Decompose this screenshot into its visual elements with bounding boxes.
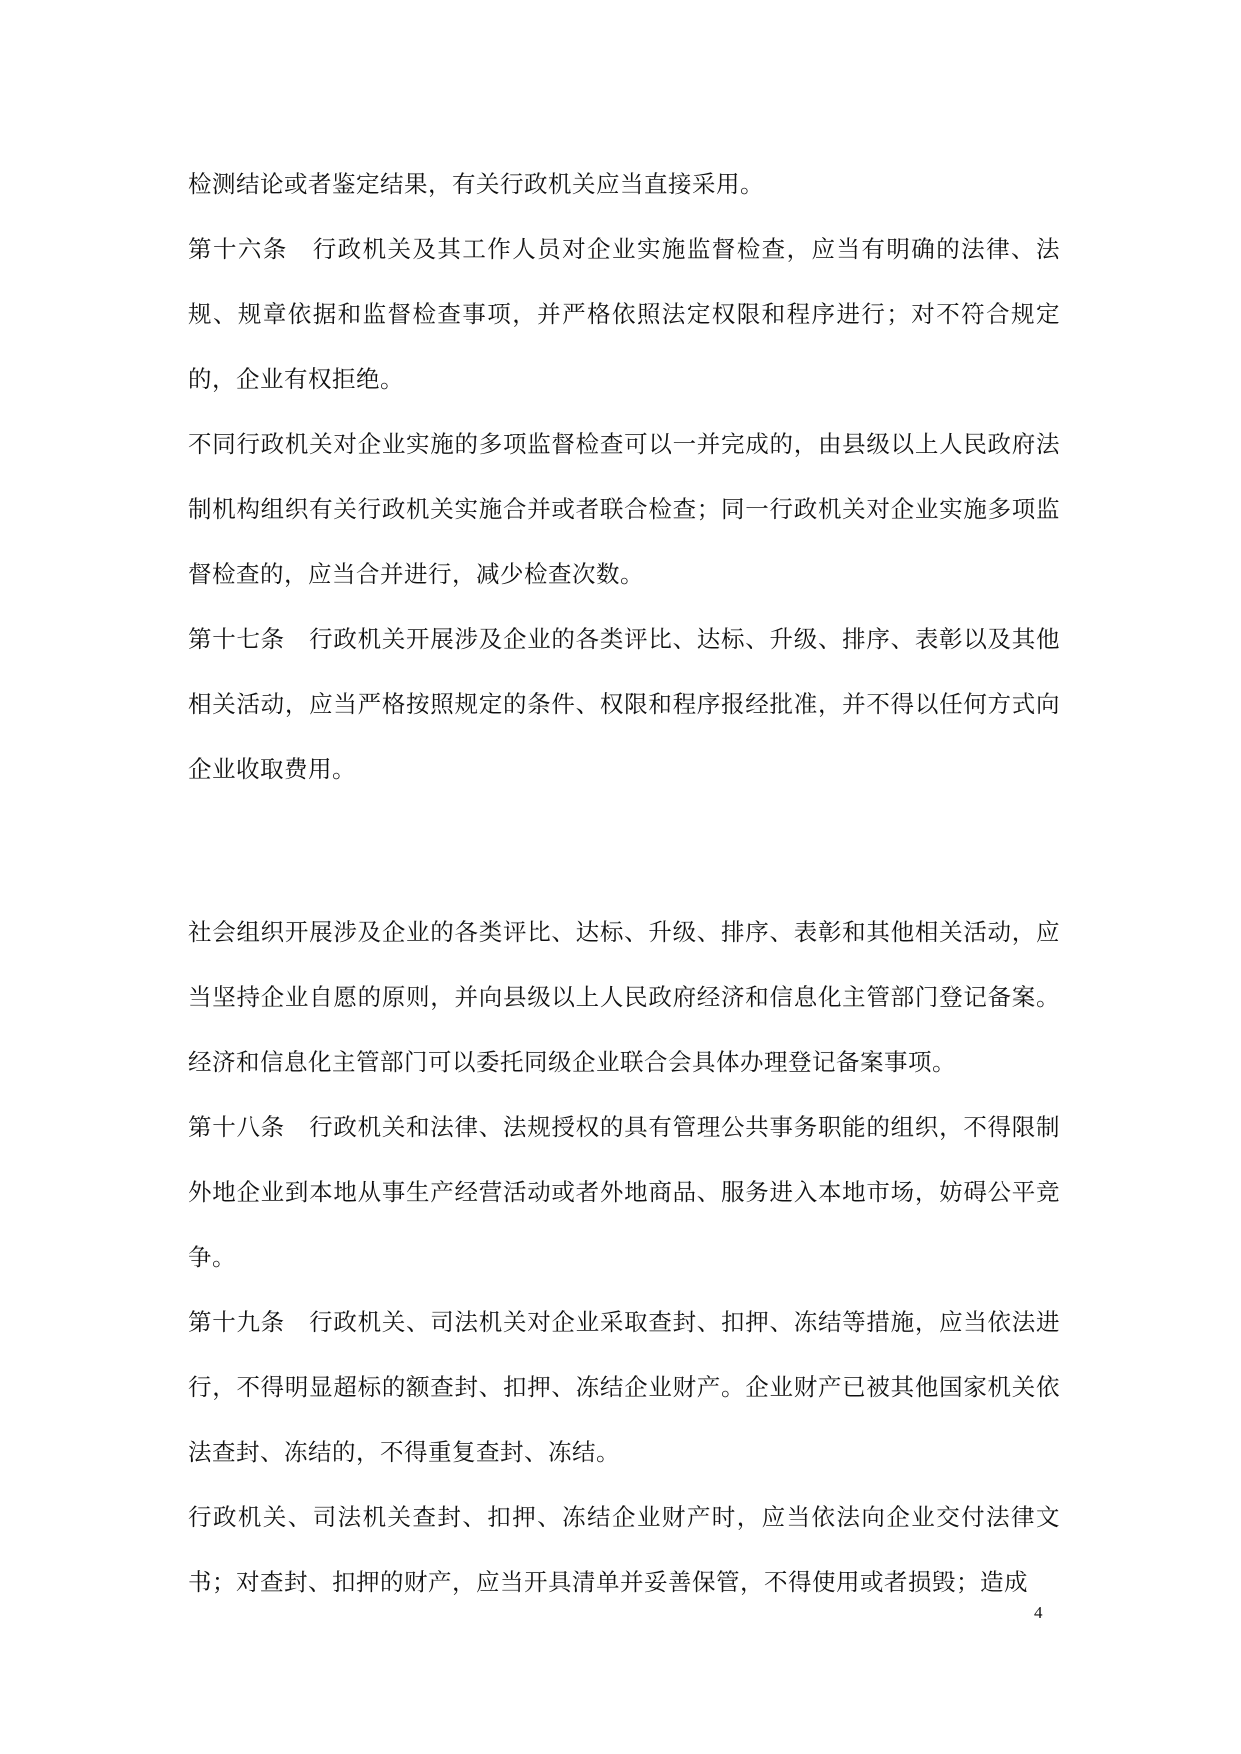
paragraph-article-16: 第十六条 行政机关及其工作人员对企业实施监督检查，应当有明确的法律、法规、规章依据和监督检查事项，并严格依照法定权限和程序进行；对不符合规定的，企业有权拒绝。 [188, 235, 1060, 393]
paragraph-article-16-clause-2: 不同行政机关对企业实施的多项监督检查可以一并完成的，由县级以上人民政府法制机构组织有关行政机关实施合并或者联合检查；同一行政机关对企业实施多项监督检查的，应当合并进行，减少检查次数。 [188, 430, 1060, 588]
text-section-upper [188, 152, 1060, 802]
paragraph-article-17-clause-2: 社会组织开展涉及企业的各类评比、达标、升级、排序、表彰和其他相关活动，应当坚持企业自愿的原则，并向县级以上人民政府经济和信息化主管部门登记备案。经济和信息化主管部门可以委托同级企业联合会具体办理登记备案事项。 [188, 918, 1060, 1076]
paragraph-article-19: 第十九条 行政机关、司法机关对企业采取查封、扣押、冻结等措施，应当依法进行，不得明显超标的额查封、扣押、冻结企业财产。企业财产已被其他国家机关依法查封、冻结的，不得重复查封、冻结。 [188, 1308, 1060, 1466]
paragraph-article-18: 第十八条 行政机关和法律、法规授权的具有管理公共事务职能的组织，不得限制外地企业到本地从事生产经营活动或者外地商品、服务进入本地市场，妨碍公平竞争。 [188, 1113, 1060, 1271]
paragraph-article-19-clause-2: 行政机关、司法机关查封、扣押、冻结企业财产时，应当依法向企业交付法律文书；对查封、扣押的财产，应当开具清单并妥善保管，不得使用或者损毁；造成 [188, 1503, 1060, 1596]
text-section-lower [188, 900, 1060, 1615]
paragraph-continuation: 检测结论或者鉴定结果，有关行政机关应当直接采用。 [188, 170, 764, 198]
page-number: 4 [1034, 1603, 1043, 1622]
paragraph-article-17: 第十七条 行政机关开展涉及企业的各类评比、达标、升级、排序、表彰以及其他相关活动，应当严格按照规定的条件、权限和程序报经批准，并不得以任何方式向企业收取费用。 [188, 625, 1060, 783]
